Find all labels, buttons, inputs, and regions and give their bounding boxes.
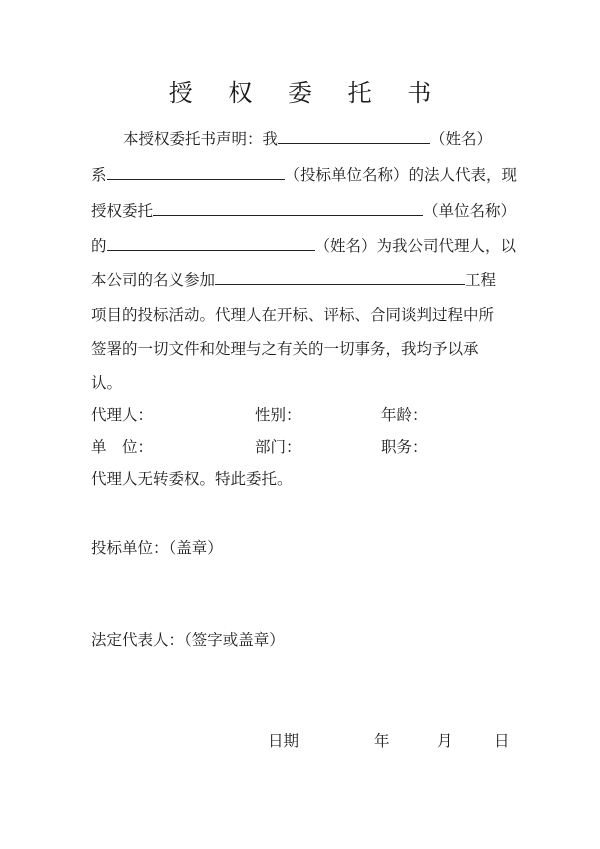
- unit-name-blank: [153, 200, 423, 216]
- day-label: 日: [494, 732, 510, 750]
- line4-suffix: （姓名）为我公司代理人，以: [314, 237, 517, 255]
- position-label: 职务：: [381, 438, 428, 456]
- no-transfer-statement: 代理人无转委权。特此委托。: [91, 470, 293, 488]
- line2-prefix: 系: [91, 166, 107, 184]
- bidder-seal-line: 投标单位：（盖章）: [91, 539, 223, 557]
- line2-suffix: （投标单位名称）的法人代表，现: [284, 166, 518, 184]
- document-title: 授 权 委 托 书: [168, 79, 446, 107]
- para-line-2: [91, 164, 517, 185]
- para-line-3: [91, 200, 516, 221]
- line4-prefix: 的: [91, 237, 107, 255]
- para-line-8: 认。: [91, 374, 123, 392]
- para-line-5: [91, 269, 496, 290]
- dept-label: 部门：: [255, 438, 302, 456]
- line3-suffix: （单位名称）: [423, 202, 517, 220]
- age-label: 年龄：: [381, 406, 428, 424]
- name-hint-1: （姓名）: [430, 130, 493, 148]
- month-label: 月: [437, 732, 453, 750]
- agent-name-blank: [107, 235, 315, 251]
- legal-rep-signature-line: 法定代表人：（签字或盖章）: [91, 631, 285, 649]
- line3-prefix: 授权委托: [91, 202, 154, 220]
- para-line-6: 项目的投标活动。代理人在开标、评标、合同谈判过程中所: [91, 306, 495, 324]
- project-name-blank: [215, 269, 465, 285]
- bidder-name-blank: [107, 164, 285, 180]
- gender-label: 性别：: [255, 406, 302, 424]
- para-line-7: 签署的一切文件和处理与之有关的一切事务，我均予以承: [91, 340, 479, 358]
- year-label: 年: [374, 732, 390, 750]
- declaration-text: 本授权委托书声明：我: [123, 130, 279, 148]
- para-line-1: [123, 128, 492, 149]
- para-line-4: [91, 235, 516, 256]
- name-blank-1: [278, 128, 430, 144]
- agent-label: 代理人：: [91, 406, 154, 424]
- line5-suffix: 工程: [465, 271, 497, 289]
- unit-label: 单 位：: [91, 438, 154, 456]
- date-label: 日期: [268, 732, 300, 750]
- line5-prefix: 本公司的名义参加: [91, 271, 216, 289]
